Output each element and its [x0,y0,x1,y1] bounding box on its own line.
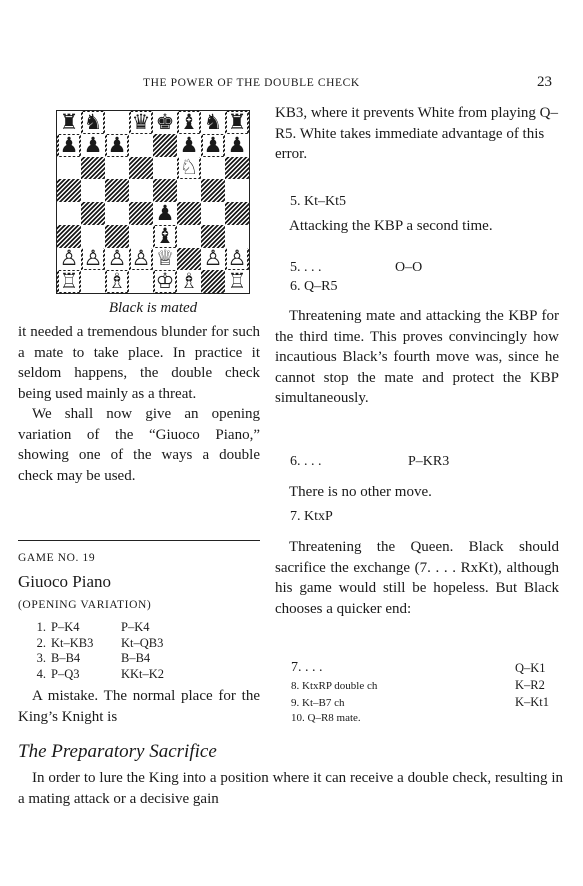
board-square [225,225,249,248]
board-square [177,134,201,157]
board-square [81,248,105,271]
board-square [177,111,201,134]
chess-piece: ♜ [227,109,247,134]
board-square [57,134,81,157]
chess-piece: ♜ [59,109,79,134]
game-number: GAME NO. 19 [18,552,96,564]
chess-piece: ♘ [179,155,199,180]
board-square [129,157,153,180]
board-square [129,202,153,225]
page-number: 23 [537,74,552,90]
board-square [153,157,177,180]
move-6: 6. Q–R5 [290,279,338,294]
board-square [105,134,129,157]
right-para-5: Threatening the Queen. Black should sacrifice the exchange (7. . . . RxKt), although his game would still be hopeless. But Black chooses a quicker end: [275,539,559,617]
chess-piece: ♕ [155,246,175,271]
left-para-2: We shall now give an opening variation of the “Giuoco Piano,” showing one of the ways a double check may be used. [18,406,260,484]
board-square [225,202,249,225]
board-square [225,270,249,293]
chess-piece: ♚ [155,109,175,134]
board-square [129,134,153,157]
board-square [153,111,177,134]
board-square [153,225,177,248]
chess-piece: ♟ [83,132,103,157]
board-square [81,134,105,157]
chess-piece: ♟ [155,200,175,225]
board-square [153,179,177,202]
board-square [57,202,81,225]
section-heading: The Preparatory Sacrifice [18,741,217,762]
board-square [153,202,177,225]
board-square [177,157,201,180]
board-square [129,225,153,248]
chess-piece: ♟ [179,132,199,157]
board-square [81,270,105,293]
move-7: 7. KtxP [290,509,333,524]
diagram-caption: Black is mated [108,300,198,316]
chess-piece: ♗ [107,269,127,294]
board-square [81,202,105,225]
opening-moves [32,620,164,682]
move-5: 5. Kt–Kt5 [290,194,346,209]
chess-piece: ♙ [203,246,223,271]
chess-piece: ♟ [107,132,127,157]
board-square [177,225,201,248]
chess-piece: ♗ [179,269,199,294]
chess-piece: ♙ [83,246,103,271]
board-square [201,111,225,134]
board-square [201,202,225,225]
board-square [201,179,225,202]
bottom-paragraph: In order to lure the King into a position where it can receive a double check, resulting in a mating attack or a decisive gain [18,770,563,807]
board-square [201,248,225,271]
move-row: 9. Kt–B7 ch K–Kt1 [291,695,550,709]
move-row: 7. . . . Q–K1 [291,660,546,675]
board-square [177,202,201,225]
chess-piece: ♖ [59,269,79,294]
chess-piece: ♟ [59,132,79,157]
board-square [177,270,201,293]
move-5-black-num: 5. . . . [290,260,322,275]
final-moves [290,659,560,725]
board-square [105,225,129,248]
board-square [81,179,105,202]
board-square [177,179,201,202]
left-para-3: A mistake. The normal place for the King’s Knight is [18,688,260,725]
move-row: 10. Q–R8 mate. [291,712,361,724]
board-square [105,248,129,271]
board-square [201,225,225,248]
board-square [225,157,249,180]
board-square [105,157,129,180]
move-6-black: P–KR3 [408,454,450,469]
chess-piece: ♛ [131,109,151,134]
board-square [57,157,81,180]
board-square [57,270,81,293]
board-square [225,179,249,202]
board-square [57,248,81,271]
board-square [105,179,129,202]
right-para-4: There is no other move. [289,484,432,500]
board-square [225,134,249,157]
chess-piece: ♖ [227,269,247,294]
chess-piece: ♝ [155,223,175,248]
board-square [201,270,225,293]
board-square [225,111,249,134]
right-para-3: Threatening mate and attacking the KBP for the third time. This proves convincingly how incautious Black’s fourth move was, since he cannot stop the mate and protect the KBP simultaneously. [275,308,559,406]
board-square [57,225,81,248]
board-square [105,111,129,134]
board-square [177,248,201,271]
board-square [153,248,177,271]
board-square [129,248,153,271]
chess-piece: ♟ [227,132,247,157]
move-row: 2. Kt–KB3 Kt–QB3 [36,635,164,650]
board-square [81,111,105,134]
board-square [105,270,129,293]
chess-piece: ♔ [155,269,175,294]
chess-piece: ♟ [203,132,223,157]
game-title: Giuoco Piano [18,572,112,591]
right-para-2: Attacking the KBP a second time. [289,218,493,234]
move-row: 1. P–K4 P–K4 [36,620,150,634]
move-row: 3. B–B4 B–B4 [36,651,151,665]
move-6-black-num: 6. . . . [290,454,322,469]
board-square [153,270,177,293]
board-square [81,225,105,248]
board-square [129,111,153,134]
board-square [129,179,153,202]
board-square [225,248,249,271]
divider-rule [18,540,260,541]
move-row: 4. P–Q3 KKt–K2 [36,666,165,681]
board-square [201,134,225,157]
chess-diagram [56,110,250,294]
move-5-black: O–O [395,260,423,275]
chess-piece: ♞ [83,109,103,134]
chess-piece: ♙ [59,246,79,271]
chess-piece: ♙ [131,246,151,271]
move-row: 8. KtxRP double ch K–R2 [291,678,545,692]
board-square [57,111,81,134]
board-square [129,270,153,293]
right-para-1: KB3, where it prevents White from playing Q–R5. White takes immediate advantage of this error. [275,105,558,162]
chess-piece: ♙ [227,246,247,271]
board-square [153,134,177,157]
board-square [81,157,105,180]
game-subtitle: (OPENING VARIATION) [18,599,152,611]
chess-piece: ♙ [107,246,127,271]
chess-piece: ♝ [179,109,199,134]
board-square [201,157,225,180]
running-head: THE POWER OF THE DOUBLE CHECK [143,77,360,89]
board-square [57,179,81,202]
board-square [105,202,129,225]
chess-piece: ♞ [203,109,223,134]
left-para-1: it needed a tremendous blunder for such a mate to take place. In practice it seldom happens, the double check being used mainly as a threat. [18,324,260,402]
